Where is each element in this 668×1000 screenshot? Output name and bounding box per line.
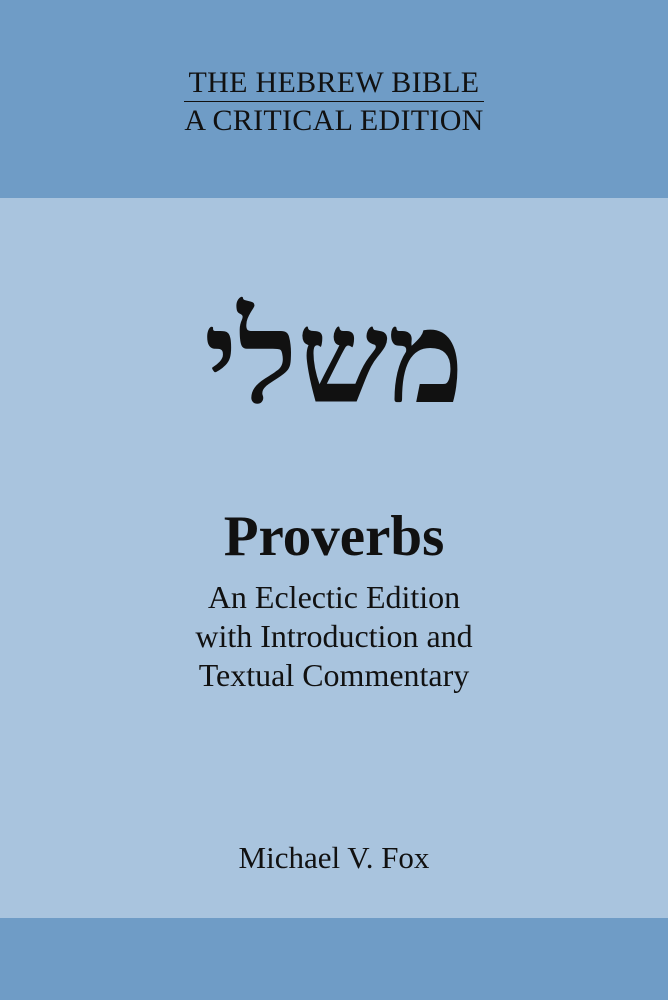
author-name: Michael V. Fox bbox=[238, 840, 430, 875]
series-line-1: THE HEBREW BIBLE bbox=[188, 66, 480, 99]
bottom-band bbox=[0, 918, 668, 1000]
series-title-block bbox=[184, 66, 483, 138]
book-title: Proverbs bbox=[223, 505, 445, 568]
subtitle-line-3: Textual Commentary bbox=[198, 657, 470, 693]
series-line-2: A CRITICAL EDITION bbox=[184, 104, 484, 137]
subtitle-line-1: An Eclectic Edition bbox=[207, 579, 461, 615]
book-subtitle bbox=[0, 578, 668, 695]
subtitle-line-2: with Introduction and bbox=[195, 618, 473, 654]
series-title bbox=[0, 66, 668, 138]
series-rule bbox=[184, 101, 483, 102]
hebrew-title: משלי bbox=[204, 288, 464, 430]
